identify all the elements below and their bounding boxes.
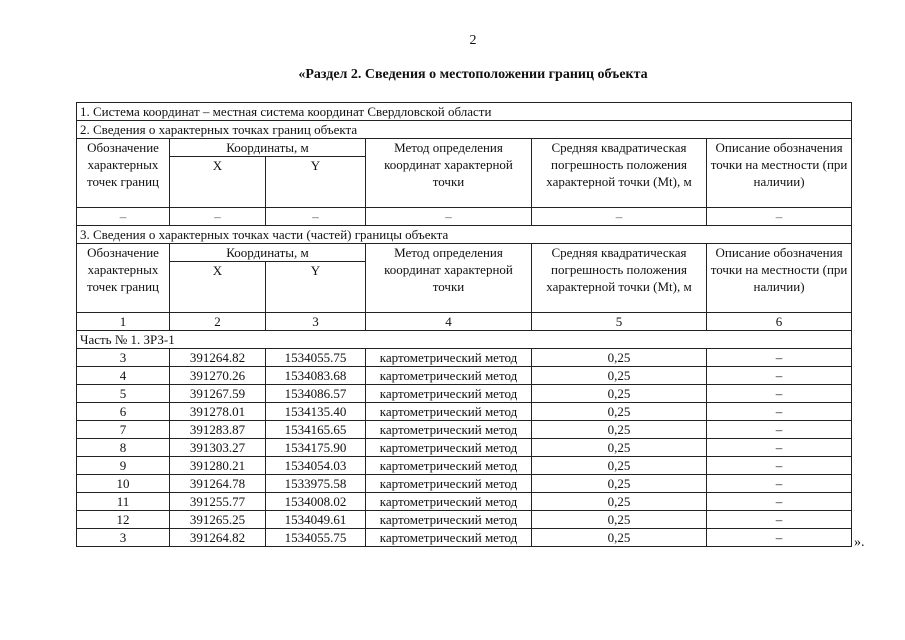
table-cell: картометрический метод bbox=[366, 529, 532, 547]
part-label: Часть № 1. ЗРЗ-1 bbox=[77, 331, 852, 349]
table-cell: 0,25 bbox=[532, 367, 707, 385]
table-cell: 391303.27 bbox=[170, 439, 266, 457]
column-number: 3 bbox=[266, 313, 366, 331]
table-cell: 0,25 bbox=[532, 511, 707, 529]
table-row bbox=[77, 511, 852, 529]
column-number: 4 bbox=[366, 313, 532, 331]
table-cell: картометрический метод bbox=[366, 511, 532, 529]
table-cell: 1534054.03 bbox=[266, 457, 366, 475]
table-cell: 0,25 bbox=[532, 457, 707, 475]
header-description: Описание обозначения точки на местности (при наличии) bbox=[707, 139, 852, 208]
table-cell: – bbox=[707, 367, 852, 385]
dash-cell: – bbox=[366, 208, 532, 226]
table-cell: – bbox=[707, 439, 852, 457]
table-cell: 1534055.75 bbox=[266, 529, 366, 547]
table-cell: 391278.01 bbox=[170, 403, 266, 421]
table-cell: 1534175.90 bbox=[266, 439, 366, 457]
table-cell: 0,25 bbox=[532, 475, 707, 493]
section2-heading: 2. Сведения о характерных точках границ объекта bbox=[77, 121, 852, 139]
table-cell: 0,25 bbox=[532, 493, 707, 511]
table-cell: 0,25 bbox=[532, 349, 707, 367]
table-cell: 6 bbox=[77, 403, 170, 421]
table-cell: – bbox=[707, 349, 852, 367]
dash-cell: – bbox=[77, 208, 170, 226]
table-cell: 8 bbox=[77, 439, 170, 457]
table-cell: 391264.82 bbox=[170, 349, 266, 367]
table-cell: 1534135.40 bbox=[266, 403, 366, 421]
header-description-2: Описание обозначения точки на местности (при наличии) bbox=[707, 244, 852, 313]
dash-cell: – bbox=[266, 208, 366, 226]
table-row bbox=[77, 367, 852, 385]
column-number: 2 bbox=[170, 313, 266, 331]
header-x-2: X bbox=[170, 262, 266, 313]
table-cell: 391264.78 bbox=[170, 475, 266, 493]
coordinate-system-row: 1. Система координат – местная система координат Свердловской области bbox=[77, 103, 852, 121]
table-cell: картометрический метод bbox=[366, 439, 532, 457]
table-row bbox=[77, 421, 852, 439]
column-number: 6 bbox=[707, 313, 852, 331]
table-row bbox=[77, 475, 852, 493]
dash-cell: – bbox=[707, 208, 852, 226]
table-cell: 391267.59 bbox=[170, 385, 266, 403]
table-cell: 1534086.57 bbox=[266, 385, 366, 403]
dash-cell: – bbox=[532, 208, 707, 226]
table-cell: 1534049.61 bbox=[266, 511, 366, 529]
table-cell: картометрический метод bbox=[366, 367, 532, 385]
table-cell: 391255.77 bbox=[170, 493, 266, 511]
table-cell: – bbox=[707, 421, 852, 439]
table-row bbox=[77, 457, 852, 475]
table-cell: 391264.82 bbox=[170, 529, 266, 547]
table-cell: 4 bbox=[77, 367, 170, 385]
table-cell: – bbox=[707, 529, 852, 547]
table-cell: 391283.87 bbox=[170, 421, 266, 439]
table-row bbox=[77, 529, 852, 547]
header-designation-2: Обозначение характерных точек границ bbox=[77, 244, 170, 313]
table-cell: 1534165.65 bbox=[266, 421, 366, 439]
header-coords-2: Координаты, м bbox=[170, 244, 366, 262]
dash-cell: – bbox=[170, 208, 266, 226]
column-number: 1 bbox=[77, 313, 170, 331]
table-cell: 10 bbox=[77, 475, 170, 493]
table-cell: 0,25 bbox=[532, 439, 707, 457]
header-coords: Координаты, м bbox=[170, 139, 366, 157]
table-cell: 1534055.75 bbox=[266, 349, 366, 367]
table-cell: картометрический метод bbox=[366, 475, 532, 493]
table-cell: 391280.21 bbox=[170, 457, 266, 475]
table-cell: 391270.26 bbox=[170, 367, 266, 385]
table-cell: 1534083.68 bbox=[266, 367, 366, 385]
header-y-2: Y bbox=[266, 262, 366, 313]
table-cell: картометрический метод bbox=[366, 493, 532, 511]
table-cell: 391265.25 bbox=[170, 511, 266, 529]
boundary-table bbox=[76, 102, 852, 547]
header-error: Средняя квадратическая погрешность положения характерной точки (Mt), м bbox=[532, 139, 707, 208]
header-x: X bbox=[170, 157, 266, 208]
table-cell: 9 bbox=[77, 457, 170, 475]
section-title: «Раздел 2. Сведения о местоположении границ объекта bbox=[298, 67, 648, 82]
header-method: Метод определения координат характерной точки bbox=[366, 139, 532, 208]
column-numbers-row bbox=[77, 313, 852, 331]
table-cell: 3 bbox=[77, 529, 170, 547]
table-cell: 12 bbox=[77, 511, 170, 529]
table-cell: 3 bbox=[77, 349, 170, 367]
header-method-2: Метод определения координат характерной точки bbox=[366, 244, 532, 313]
table-cell: картометрический метод bbox=[366, 349, 532, 367]
header-y: Y bbox=[266, 157, 366, 208]
table-row bbox=[77, 493, 852, 511]
table-cell: 1533975.58 bbox=[266, 475, 366, 493]
closing-quote-mark: ». bbox=[854, 535, 865, 550]
table-row bbox=[77, 349, 852, 367]
table-row bbox=[77, 385, 852, 403]
column-number: 5 bbox=[532, 313, 707, 331]
table-row bbox=[77, 439, 852, 457]
table-cell: 0,25 bbox=[532, 403, 707, 421]
table-cell: – bbox=[707, 511, 852, 529]
table-cell: 0,25 bbox=[532, 529, 707, 547]
header-error-2: Средняя квадратическая погрешность положения характерной точки (Mt), м bbox=[532, 244, 707, 313]
page-number: 2 bbox=[469, 33, 477, 48]
table-cell: картометрический метод bbox=[366, 403, 532, 421]
header-row-3 bbox=[77, 244, 852, 262]
section3-heading: 3. Сведения о характерных точках части (частей) границы объекта bbox=[77, 226, 852, 244]
table-cell: 0,25 bbox=[532, 385, 707, 403]
table-cell: картометрический метод bbox=[366, 457, 532, 475]
header-designation: Обозначение характерных точек границ bbox=[77, 139, 170, 208]
table-cell: 7 bbox=[77, 421, 170, 439]
table-cell: картометрический метод bbox=[366, 421, 532, 439]
table-cell: 11 bbox=[77, 493, 170, 511]
header-row-1 bbox=[77, 139, 852, 157]
table-cell: – bbox=[707, 457, 852, 475]
table-cell: – bbox=[707, 385, 852, 403]
table-cell: 0,25 bbox=[532, 421, 707, 439]
table-cell: 5 bbox=[77, 385, 170, 403]
table-row bbox=[77, 403, 852, 421]
table-cell: – bbox=[707, 403, 852, 421]
table-cell: – bbox=[707, 493, 852, 511]
table-cell: – bbox=[707, 475, 852, 493]
section2-empty-row bbox=[77, 208, 852, 226]
table-cell: картометрический метод bbox=[366, 385, 532, 403]
table-cell: 1534008.02 bbox=[266, 493, 366, 511]
